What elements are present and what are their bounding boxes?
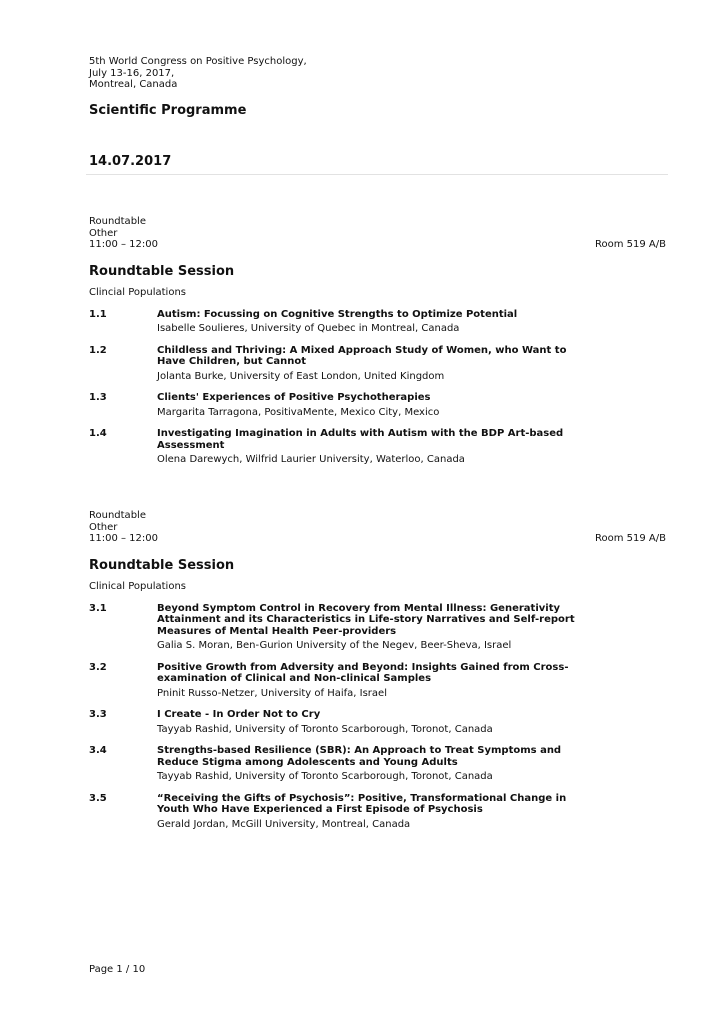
talk-item: [89, 603, 666, 652]
talk-author: Gerald Jordan, McGill University, Montreal, Canada: [157, 818, 411, 830]
talk-number: 3.4: [89, 745, 107, 756]
session-kind: Other: [89, 521, 118, 533]
document-title: Scientific Programme: [89, 103, 247, 118]
session-room: Room 519 A/B: [595, 239, 666, 250]
session-title: Roundtable Session: [89, 557, 235, 573]
talk-title: I Create - In Order Not to Cry: [157, 709, 321, 720]
divider: [86, 174, 668, 175]
talk-author: Pninit Russo-Netzer, University of Haifa, Israel: [157, 687, 387, 699]
session-type: Roundtable: [89, 216, 146, 227]
talk-number: 3.3: [89, 709, 107, 720]
talk-number: 3.5: [89, 792, 107, 804]
talk-author: Tayyab Rashid, University of Toronto Scarborough, Toronot, Canada: [157, 771, 493, 782]
talk-number: 3.2: [89, 661, 107, 673]
talk-number: 1.2: [89, 344, 107, 356]
session-time-row: [89, 239, 666, 251]
talk-number: 1.4: [89, 428, 107, 439]
session-time: 11:00 – 12:00: [89, 239, 158, 250]
talk-item: [89, 392, 666, 418]
session-block: [89, 510, 666, 830]
talk-item: [89, 345, 666, 383]
talk-author: Olena Darewych, Wilfrid Laurier University, Waterloo, Canada: [157, 454, 465, 465]
header-line: 5th World Congress on Positive Psychology,: [89, 56, 307, 67]
session-title: Roundtable Session: [89, 263, 235, 279]
talk-title: Positive Growth from Adversity and Beyond: Insights Gained from Cross-examination of Clinical and Non-clinical Samples: [157, 661, 569, 684]
talk-title: Investigating Imagination in Adults with Autism with the BDP Art-based Assessment: [157, 428, 564, 451]
talk-title: Strengths-based Resilience (SBR): An Approach to Treat Symptoms and Reduce Stigma among Adolescents and Young Adults: [157, 745, 562, 768]
congress-header: [89, 56, 307, 91]
talk-item: [89, 709, 666, 735]
talk-item: [89, 309, 666, 335]
session-meta: [89, 216, 666, 251]
talk-author: Galia S. Moran, Ben-Gurion University of the Negev, Beer-Sheva, Israel: [157, 640, 512, 651]
talk-number: 1.1: [89, 308, 107, 320]
talk-author: Tayyab Rashid, University of Toronto Scarborough, Toronot, Canada: [157, 723, 493, 735]
talk-title: Beyond Symptom Control in Recovery from Mental Illness: Generativity Attainment and its Characteristics in Life-story Narratives and Self-report Measures of Mental Health Peer-providers: [157, 602, 575, 637]
talk-item: [89, 745, 666, 783]
session-meta: [89, 510, 666, 545]
talk-item: [89, 662, 666, 700]
talk-item: [89, 793, 666, 831]
session-category: Clincial Populations: [89, 286, 186, 298]
session-block: [89, 216, 666, 466]
header-line: July 13-16, 2017,: [89, 67, 175, 79]
talk-title: “Receiving the Gifts of Psychosis”: Positive, Transformational Change in Youth Who Have Experienced a First Episode of Psychosis: [157, 792, 567, 815]
header-line: Montreal, Canada: [89, 79, 178, 90]
session-category: Clinical Populations: [89, 580, 186, 592]
talk-title: Childless and Thriving: A Mixed Approach Study of Women, who Want to Have Children, but Cannot: [157, 344, 567, 367]
talk-author: Isabelle Soulieres, University of Quebec in Montreal, Canada: [157, 323, 460, 334]
talk-item: [89, 428, 666, 466]
date-heading: 14.07.2017: [89, 154, 172, 169]
talk-title: Autism: Focussing on Cognitive Strengths to Optimize Potential: [157, 308, 518, 320]
session-time-row: [89, 533, 666, 545]
session-kind: Other: [89, 227, 118, 239]
talk-number: 3.1: [89, 602, 107, 614]
session-type: Roundtable: [89, 510, 146, 521]
session-room: Room 519 A/B: [595, 533, 666, 544]
talk-author: Jolanta Burke, University of East London, United Kingdom: [157, 370, 445, 382]
page-number: Page 1 / 10: [89, 964, 146, 975]
talk-author: Margarita Tarragona, PositivaMente, Mexico City, Mexico: [157, 406, 440, 418]
session-time: 11:00 – 12:00: [89, 533, 158, 544]
talk-title: Clients' Experiences of Positive Psychotherapies: [157, 392, 431, 403]
talk-number: 1.3: [89, 392, 107, 403]
